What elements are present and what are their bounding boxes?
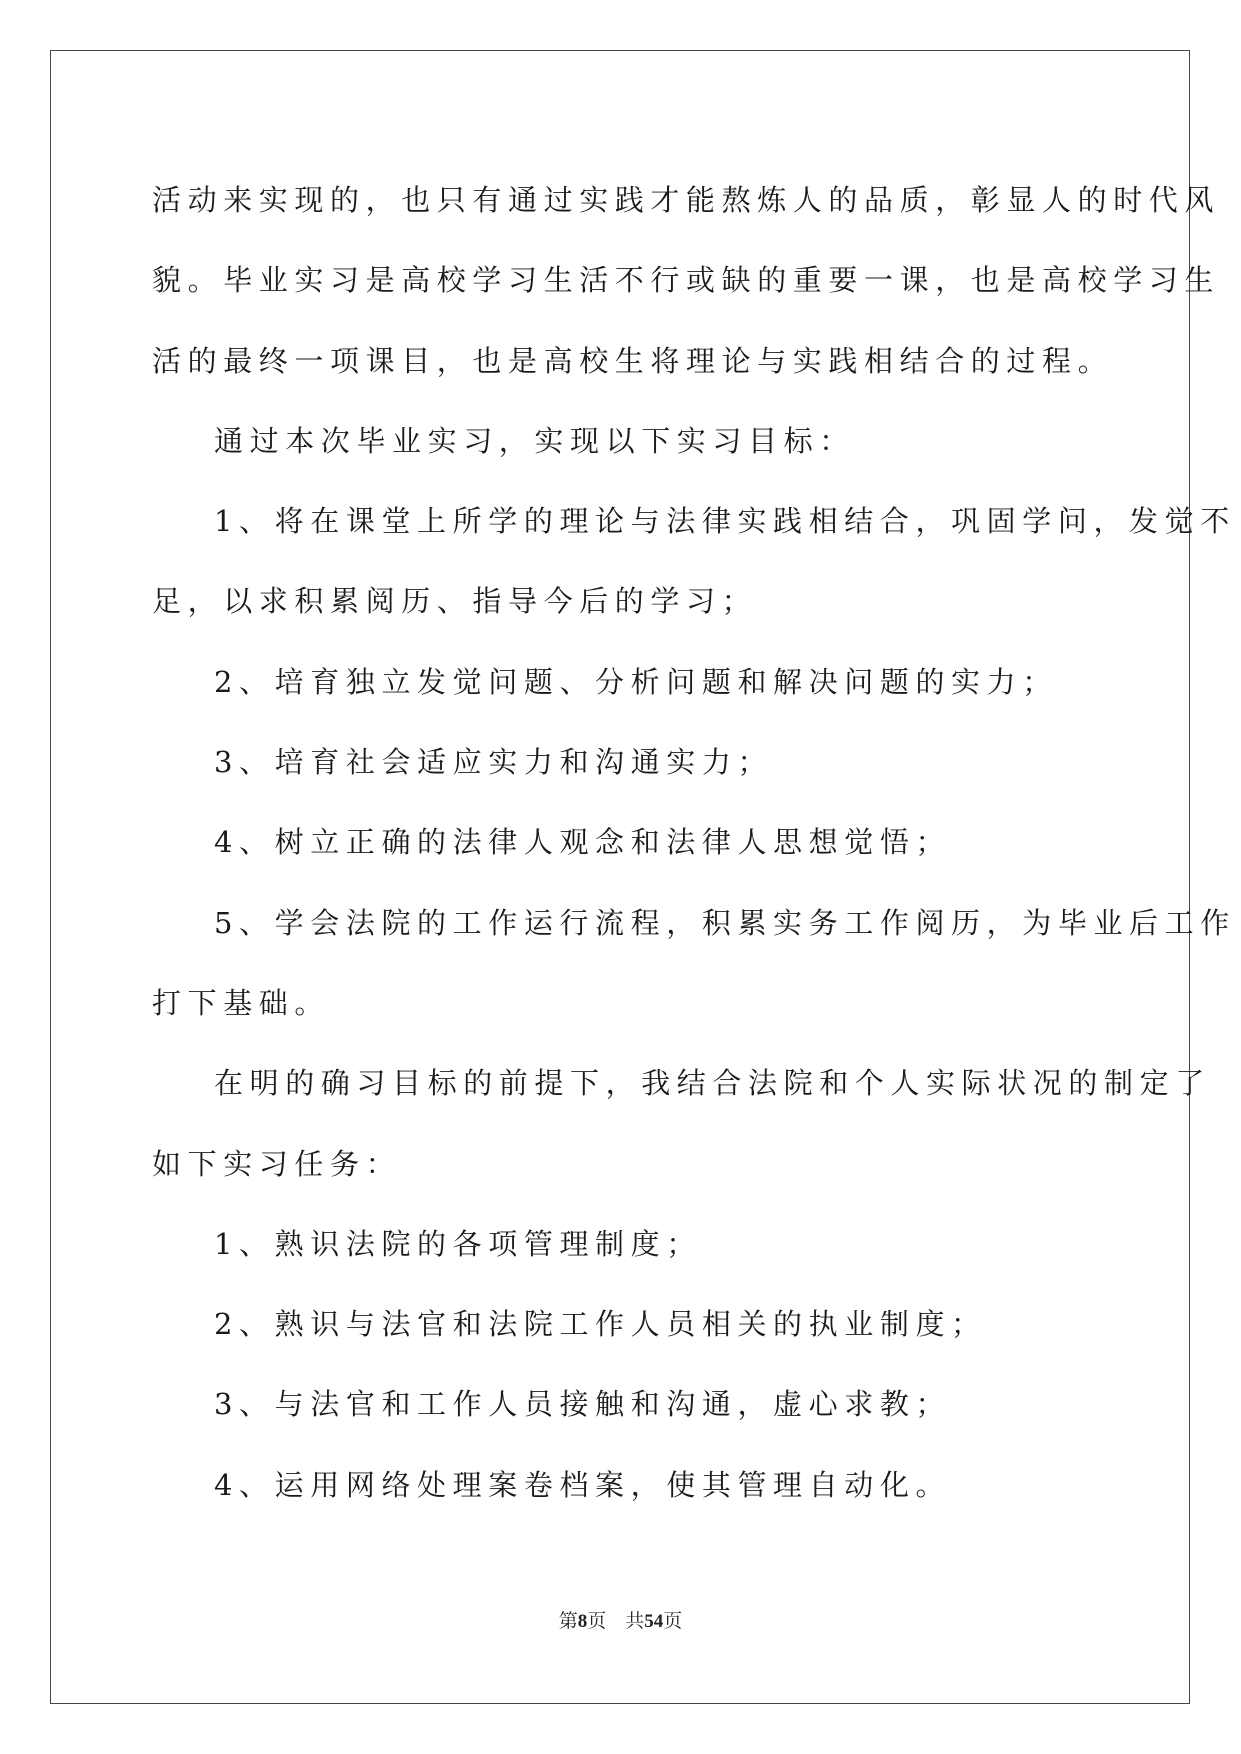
paragraph-line: 通过本次毕业实习，实现以下实习目标： [214, 423, 855, 458]
body-line: 活的最终一项课目，也是高校生将理论与实践相结合的过程。 [152, 343, 1114, 378]
list-item-line: 2、培育独立发觉问题、分析问题和解决问题的实力； [214, 664, 1058, 699]
total-suffix: 页 [663, 1611, 683, 1632]
page-number: 8 [577, 1611, 588, 1632]
list-item-line: 5、学会法院的工作运行流程，积累实务工作阅历，为毕业后工作 [214, 905, 1236, 940]
body-line: 貌。毕业实习是高校学习生活不行或缺的重要一课，也是高校学习生 [152, 263, 1221, 298]
list-item-line: 2、熟识与法官和法院工作人员相关的执业制度； [214, 1307, 987, 1342]
page-suffix: 页 [587, 1611, 607, 1632]
page-prefix: 第 [558, 1611, 578, 1632]
list-item-line: 3、与法官和工作人员接触和沟通，虚心求教； [214, 1387, 952, 1422]
list-item-line: 4、运用网络处理案卷档案，使其管理自动化。 [214, 1467, 952, 1502]
total-pages: 54 [644, 1611, 664, 1632]
total-prefix: 共 [625, 1611, 645, 1632]
list-item-continuation: 足，以求积累阅历、指导今后的学习； [152, 584, 758, 619]
list-item-line: 1、熟识法院的各项管理制度； [214, 1226, 702, 1261]
body-line: 活动来实现的，也只有通过实践才能熬炼人的品质，彰显人的时代风 [152, 183, 1221, 217]
document-body [152, 160, 1236, 1525]
paragraph-line: 在明的确习目标的前提下，我结合法院和个人实际状况的制定了 [214, 1066, 1211, 1101]
paragraph-continuation: 如下实习任务： [152, 1146, 402, 1181]
page-footer [0, 1606, 1241, 1633]
list-item-line: 3、培育社会适应实力和沟通实力； [214, 745, 774, 780]
list-item-line: 1、将在课堂上所学的理论与法律实践相结合，巩固学问，发觉不 [214, 504, 1236, 539]
list-item-continuation: 打下基础。 [152, 985, 331, 1020]
list-item-line: 4、树立正确的法律人观念和法律人思想觉悟； [214, 825, 952, 860]
